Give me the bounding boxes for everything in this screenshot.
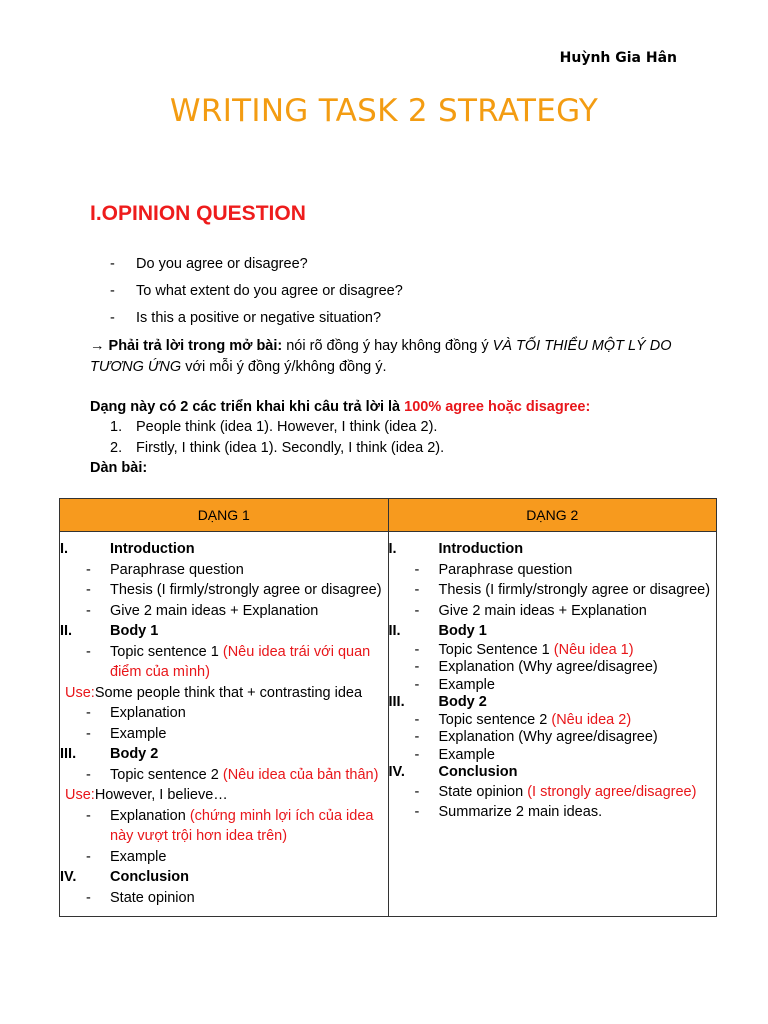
use-line <box>60 683 388 704</box>
forms-note <box>90 397 680 418</box>
question-text: Do you agree or disagree? <box>136 256 308 272</box>
list-item <box>110 310 403 337</box>
bullet-dash: - <box>110 310 115 326</box>
intro-note-text: nói rõ đồng ý hay không đồng ý <box>282 338 493 354</box>
bullet-dash: - <box>414 729 420 745</box>
use-label: Use: <box>65 787 95 803</box>
topic-sentence-text: Topic sentence 2 <box>110 766 223 783</box>
table-row <box>60 532 717 917</box>
list-item <box>110 283 403 310</box>
list-number: 1. <box>110 419 123 435</box>
outline-item: Example <box>438 746 495 763</box>
topic-sentence-note: (Nêu idea 2) <box>551 711 632 728</box>
list-item <box>110 256 403 283</box>
outline-item: Explanation (Why agree/disagree) <box>438 659 658 675</box>
column-header-form-2: DẠNG 2 <box>388 499 717 532</box>
outline-heading-introduction: Introduction <box>110 541 195 557</box>
forms-note-red: 100% agree hoặc disagree: <box>404 399 591 415</box>
intro-note-text-end: với mỗi ý đồng ý/không đồng ý. <box>181 359 387 375</box>
outline-item: Example <box>110 725 167 742</box>
topic-sentence-text: Topic sentence 1 <box>110 643 223 660</box>
outline-heading-conclusion: Conclusion <box>438 764 518 780</box>
outline-item: Give 2 main ideas + Explanation <box>438 602 647 619</box>
explanation-note: (chứng minh lợi ích của idea này vượt trội hơn idea trên) <box>110 807 374 844</box>
roman-numeral: IV. <box>388 764 405 780</box>
outline-heading-body-2: Body 2 <box>110 746 159 762</box>
roman-numeral: I. <box>388 541 397 557</box>
outline-item <box>439 782 717 803</box>
outline-item: Explanation (Why agree/disagree) <box>438 729 658 745</box>
bullet-dash: - <box>86 848 91 865</box>
outline-table <box>59 498 717 917</box>
outline-item <box>110 806 388 847</box>
outline-item <box>439 712 717 730</box>
topic-sentence-text: Topic Sentence 1 <box>438 641 554 658</box>
question-list <box>110 256 403 337</box>
use-text: However, I believe… <box>94 787 228 803</box>
outline-item: Thesis (I firmly/strongly agree or disagree) <box>438 582 711 598</box>
forms-note-bold: Dạng này có 2 các triển khai khi câu trả lời là <box>90 399 405 415</box>
bullet-dash: - <box>86 561 91 578</box>
question-text: To what extent do you agree or disagree? <box>136 283 403 299</box>
roman-numeral: I. <box>60 541 69 557</box>
bullet-dash: - <box>414 804 420 820</box>
roman-numeral: IV. <box>60 869 77 885</box>
roman-numeral: III. <box>388 694 405 710</box>
outline-heading-conclusion: Conclusion <box>110 869 189 885</box>
bullet-dash: - <box>414 746 420 763</box>
list-number: 2. <box>110 440 123 456</box>
bullet-dash: - <box>86 725 91 742</box>
roman-numeral: II. <box>60 623 73 639</box>
bullet-dash: - <box>110 283 115 299</box>
bullet-dash: - <box>86 807 91 824</box>
outline-item: Give 2 main ideas + Explanation <box>110 602 319 619</box>
author-name: Huỳnh Gia Hân <box>559 50 677 66</box>
bullet-dash: - <box>110 256 115 272</box>
outline-label: Dàn bài: <box>90 460 148 476</box>
outline-item: Explanation <box>110 705 186 721</box>
bullet-dash: - <box>86 766 91 783</box>
conclusion-note: (I strongly agree/disagree) <box>527 783 697 800</box>
bullet-dash: - <box>86 889 91 906</box>
topic-sentence-note: (Nêu idea của bản thân) <box>222 766 379 783</box>
outline-item: Example <box>438 676 495 693</box>
outline-item: Thesis (I firmly/strongly agree or disagree) <box>110 582 382 598</box>
outline-item <box>110 642 388 683</box>
intro-note-emphasis: VÀ TỐI THIỂU MỘT LÝ DO TƯƠNG ỨNG <box>90 338 672 375</box>
outline-heading-body-1: Body 1 <box>110 623 159 639</box>
use-label: Use: <box>65 684 95 701</box>
bullet-dash: - <box>414 602 420 619</box>
outline-heading-body-1: Body 1 <box>438 623 487 639</box>
intro-note-label: → Phải trả lời trong mở bài: <box>90 338 283 354</box>
question-text: Is this a positive or negative situation? <box>136 310 382 326</box>
bullet-dash: - <box>414 711 420 728</box>
list-item <box>110 417 444 438</box>
form-1-outline <box>60 532 389 917</box>
outline-item: Summarize 2 main ideas. <box>438 804 603 820</box>
explanation-text: Explanation <box>110 807 190 824</box>
intro-note <box>90 336 680 378</box>
approach-list <box>110 417 444 459</box>
approach-text: People think (idea 1). However, I think (idea 2). <box>136 419 438 435</box>
topic-sentence-note: (Nêu idea 1) <box>553 641 634 658</box>
outline-item: Paraphrase question <box>110 561 244 578</box>
form-2-outline <box>388 532 717 917</box>
roman-numeral: III. <box>60 746 77 762</box>
outline-heading-introduction: Introduction <box>438 541 524 557</box>
bullet-dash: - <box>414 561 420 578</box>
outline-item: Example <box>110 848 167 865</box>
bullet-dash: - <box>414 582 420 598</box>
table-header-row <box>60 499 717 532</box>
bullet-dash: - <box>86 582 91 598</box>
bullet-dash: - <box>414 641 420 658</box>
bullet-dash: - <box>86 705 91 721</box>
outline-item <box>110 765 388 786</box>
bullet-dash: - <box>86 602 91 619</box>
outline-item: Paraphrase question <box>438 561 573 578</box>
topic-sentence-note: (Nêu idea trái với quan điểm của mình) <box>110 643 371 680</box>
document-title: WRITING TASK 2 STRATEGY <box>169 93 599 129</box>
bullet-dash: - <box>86 643 91 660</box>
column-header-form-1: DẠNG 1 <box>60 499 389 532</box>
approach-text: Firstly, I think (idea 1). Secondly, I think (idea 2). <box>136 440 445 456</box>
list-item <box>110 438 444 459</box>
bullet-dash: - <box>414 783 420 800</box>
outline-item <box>439 642 717 660</box>
bullet-dash: - <box>414 659 420 675</box>
section-heading: I.OPINION QUESTION <box>90 202 306 225</box>
roman-numeral: II. <box>388 623 401 639</box>
topic-sentence-text: Topic sentence 2 <box>438 711 552 728</box>
conclusion-text: State opinion <box>438 783 528 800</box>
outline-heading-body-2: Body 2 <box>438 694 487 710</box>
use-text: Some people think that + contrasting idea <box>94 684 363 701</box>
outline-item: State opinion <box>110 889 195 906</box>
bullet-dash: - <box>414 676 420 693</box>
use-line <box>60 785 388 806</box>
